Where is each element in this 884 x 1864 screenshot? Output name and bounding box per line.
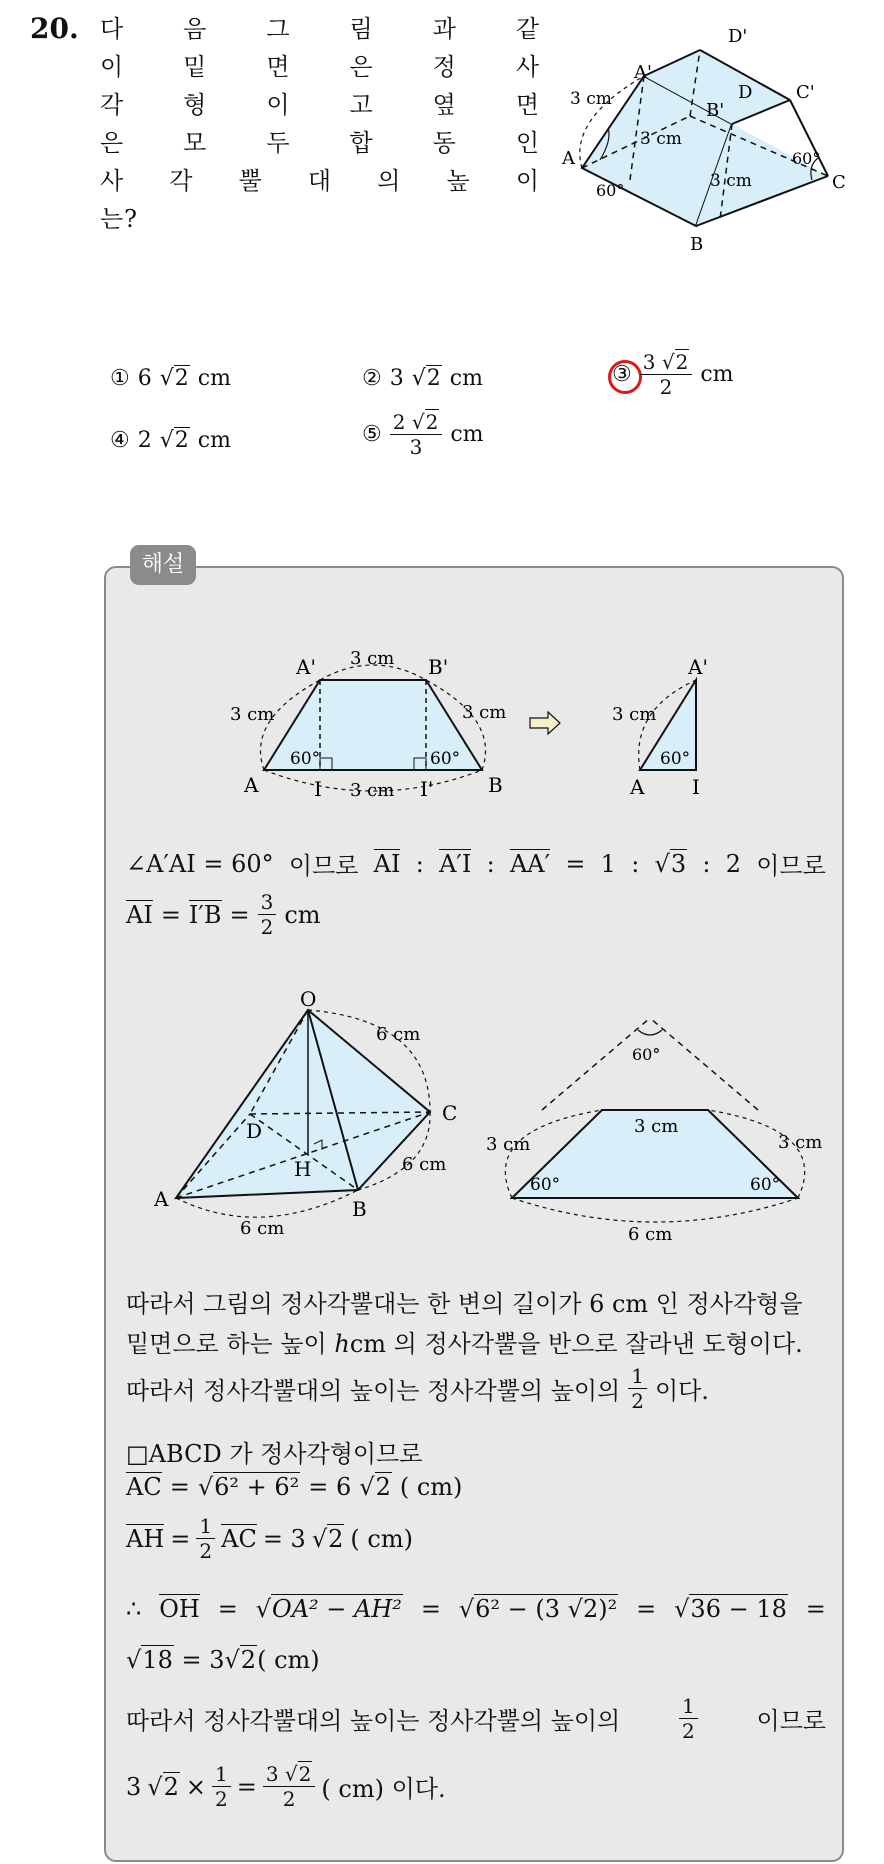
fig2-label-6b: 6 cm — [402, 1154, 447, 1175]
para-3: 따라서 정사각뿔대의 높이는 정사각뿔의 높이의 $\frac{1}{2}$ 이다. — [126, 1364, 709, 1413]
fig2-label-H: H — [294, 1157, 312, 1181]
oh-result: √18 = 3√2( cm) — [126, 1646, 320, 1674]
para-4: 따라서 정사각뿔대의 높이는 정사각뿔의 높이의 $\frac{1}{2}$ 이므로 — [126, 1694, 826, 1743]
final-equation: 3 √2 × $\frac{1}{2}$ = $\frac{3 √2}{2}$ ( cm) 이다. — [126, 1762, 446, 1811]
fig1-label-bottom3: 3 cm — [350, 780, 395, 801]
fig2-label-C: C — [442, 1101, 458, 1125]
fig2-label-6a: 6 cm — [376, 1024, 421, 1045]
ah-equation: AH = $\frac{1}{2}$ AC = 3 √2 ( cm) — [126, 1514, 413, 1563]
ratio-line: ∠A′AI = 60° 이므로 AI : A′I : AA′ = 1 : √3 : 2 이므로 — [126, 849, 826, 880]
fig1-label-Ab: A — [630, 775, 645, 799]
fig1-label-right3: 3 cm — [462, 702, 507, 723]
stem-line: 는? — [100, 205, 139, 233]
stem-line: 이 밑 면 은 정 사 — [100, 53, 540, 81]
pyramid-figure — [150, 987, 823, 1260]
para-1: 따라서 그림의 정사각뿔대는 한 변의 길이가 6 cm 인 정사각형을 — [126, 1290, 803, 1318]
frustum-figure — [560, 20, 860, 260]
label-C: C — [832, 172, 846, 193]
label-A1: A' — [634, 62, 652, 83]
fig1-label-A1: A' — [296, 655, 316, 679]
stem-line: 다 음 그 림 과 같 — [100, 15, 540, 43]
fig2-label-3left: 3 cm — [486, 1134, 531, 1155]
ac-equation: AC = √6² + 6² = 6 √2 ( cm) — [126, 1472, 463, 1501]
fig2-label-6bottom: 6 cm — [628, 1224, 673, 1245]
label-3cm-c: 3 cm — [710, 171, 752, 191]
fig1-label-I1: I' — [420, 777, 434, 801]
fig1-label-3cm-tri: 3 cm — [612, 704, 657, 725]
fig2-label-60l: 60° — [530, 1175, 561, 1195]
fig1-label-60c: 60° — [660, 749, 691, 769]
fig2-label-B: B — [352, 1197, 367, 1221]
oh-equation: ∴ OH = √OA² − AH² = √6² − (3 √2)² = √36 − 18 = — [126, 1594, 826, 1623]
trapezoid-figure — [230, 640, 750, 810]
label-3cm-a: 3 cm — [570, 89, 612, 109]
fig2-label-O: O — [300, 987, 317, 1011]
stem-line: 은 모 두 합 동 인 — [100, 129, 540, 157]
fig1-label-I: I — [314, 777, 322, 801]
solution-label: 해설 — [130, 545, 196, 585]
fig1-label-B: B — [488, 773, 503, 797]
choice-2[interactable]: ② 3 √2 cm — [362, 366, 483, 391]
fig1-label-A: A — [244, 773, 259, 797]
square-line: □ABCD 가 정사각형이므로 — [126, 1440, 423, 1468]
label-D: D — [738, 82, 753, 103]
stem-line: 사 각 뿔 대 의 높 이 — [100, 167, 540, 195]
fig2-label-A: A — [154, 1187, 169, 1211]
label-A: A — [562, 148, 575, 169]
fig1-label-60a: 60° — [290, 749, 321, 769]
fig2-label-3right: 3 cm — [778, 1132, 823, 1153]
label-3cm-b: 3 cm — [640, 129, 682, 149]
choice-1[interactable]: ① 6 √2 cm — [110, 366, 231, 391]
fig2-label-3top: 3 cm — [634, 1116, 679, 1137]
fig2-label-D: D — [246, 1119, 263, 1143]
label-B: B — [690, 234, 704, 255]
fig1-label-A1b: A' — [688, 655, 708, 679]
label-B1: B' — [706, 100, 725, 121]
fig1-label-B1: B' — [428, 655, 449, 679]
label-60b: 60° — [792, 149, 821, 168]
choice-5[interactable]: ⑤ $\frac{2 √2}{3}$ cm — [362, 410, 484, 459]
question-stem — [100, 10, 540, 238]
fig1-label-left3: 3 cm — [230, 704, 275, 725]
fig2-label-60r: 60° — [750, 1175, 781, 1195]
choice-4[interactable]: ④ 2 √2 cm — [110, 428, 231, 453]
fig1-label-top3: 3 cm — [350, 648, 395, 669]
stem-line: 각 형 이 고 옆 면 — [100, 91, 540, 119]
choice-3[interactable]: ③ $\frac{3 √2}{2}$ cm — [612, 350, 734, 399]
fig1-label-60b: 60° — [430, 749, 461, 769]
label-60a: 60° — [596, 181, 625, 200]
question-number: 20. — [30, 12, 79, 45]
label-D1: D' — [728, 26, 748, 47]
para-2: 밑면으로 하는 높이 hcm 의 정사각뿔을 반으로 잘라낸 도형이다. — [126, 1330, 803, 1358]
fig1-label-Ib: I — [692, 775, 700, 799]
fig2-label-6c: 6 cm — [240, 1218, 285, 1239]
arrow-icon — [530, 712, 560, 734]
ai-equation: AI = I′B = $\frac{3}{2}$ cm — [126, 890, 321, 939]
fig2-label-60top: 60° — [632, 1045, 661, 1064]
label-C1: C' — [796, 82, 815, 103]
